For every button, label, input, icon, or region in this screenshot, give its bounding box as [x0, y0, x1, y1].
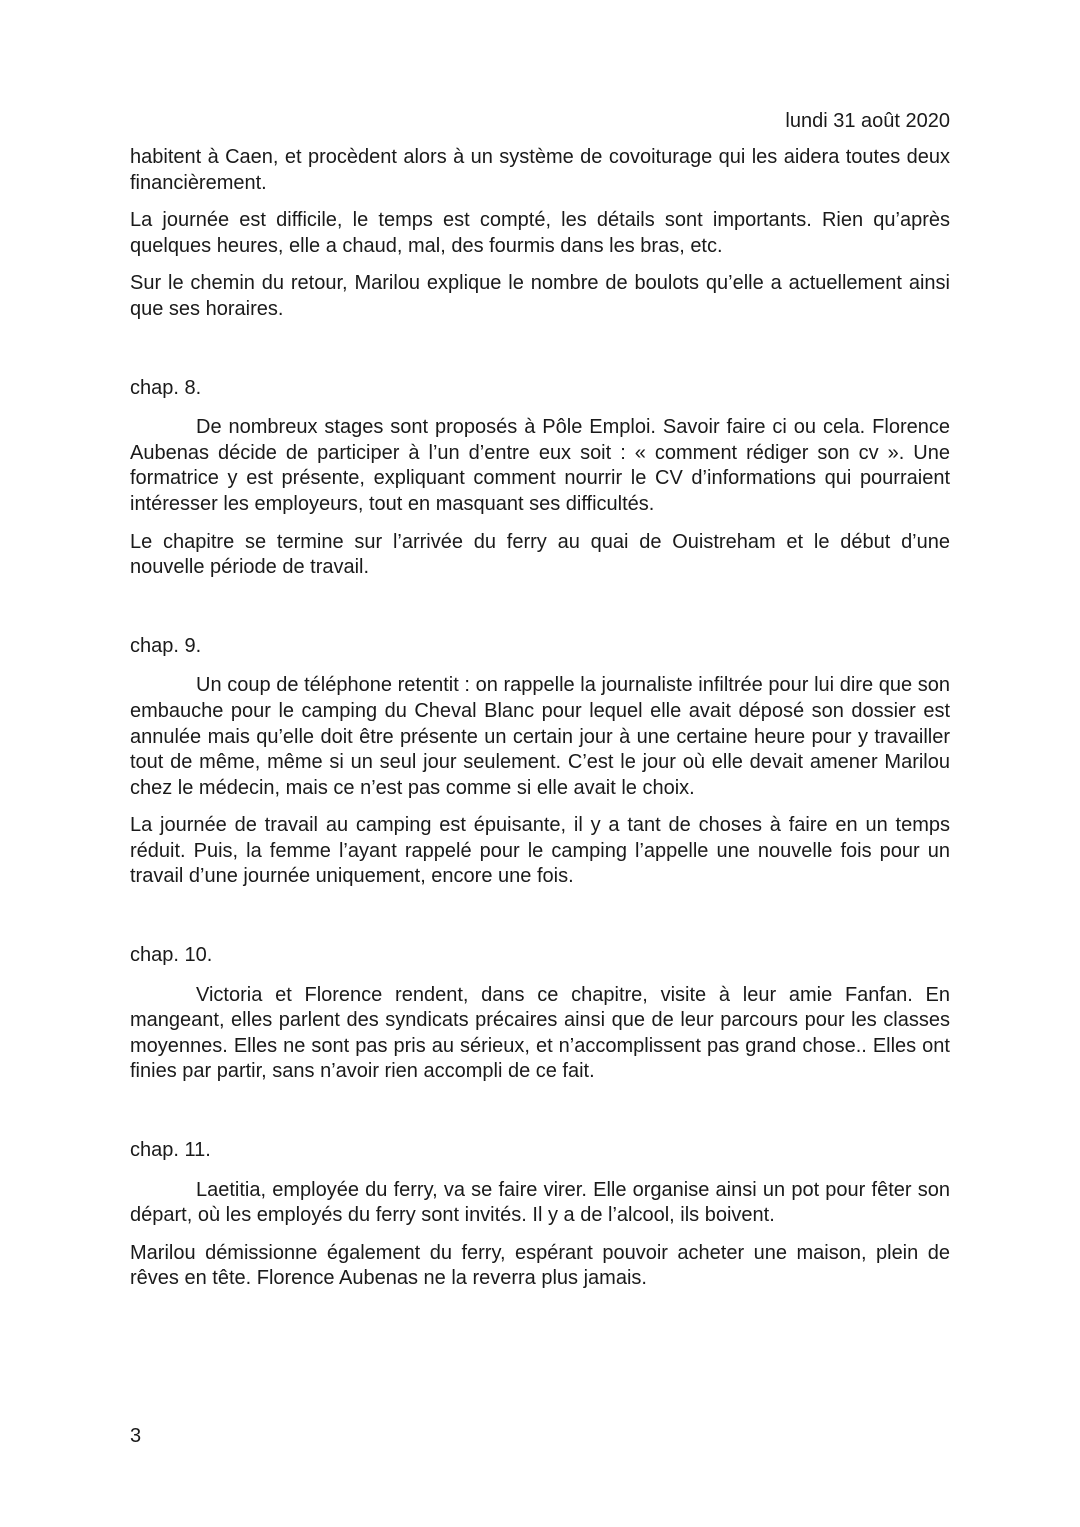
paragraph: La journée est difficile, le temps est compté, les détails sont importants. Rien qu’après quelques heures, elle a chaud, mal, des fourmis dans les bras, etc.	[130, 209, 950, 257]
paragraph: La journée de travail au camping est épuisante, il y a tant de choses à faire en un temps réduit. Puis, la femme l’ayant rappelé pour le camping l’appelle une nouvelle fois pour un travail d’une journée uniquement, encore une fois.	[130, 814, 950, 888]
paragraph: Marilou démissionne également du ferry, espérant pouvoir acheter une maison, plein de rêves en tête. Florence Aubenas ne la reverra plus jamais.	[130, 1241, 950, 1290]
page-number: 3	[130, 1425, 142, 1447]
document-body	[130, 145, 950, 1292]
paragraph: Victoria et Florence rendent, dans ce chapitre, visite à leur amie Fanfan. En mangeant, elles parlent des syndicats précaires ainsi que de leur parcours pour les classes moyennes. Elles ne sont pas pris au sérieux, et n’accomplissent pas grand chose.. Elles ont finies par partir, sans n’avoir rien accompli de ce fait.	[130, 983, 950, 1083]
paragraph: Sur le chemin du retour, Marilou explique le nombre de boulots qu’elle a actuellement ainsi que ses horaires.	[130, 272, 950, 320]
paragraph: Le chapitre se termine sur l’arrivée du ferry au quai de Ouistreham et le début d’une nouvelle période de travail.	[130, 530, 950, 579]
chapter-heading: chap. 10.	[130, 944, 213, 967]
chapter-heading: chap. 9.	[130, 634, 202, 657]
paragraph: habitent à Caen, et procèdent alors à un système de covoiturage qui les aidera toutes deux financièrement.	[130, 146, 950, 194]
paragraph: Un coup de téléphone retentit : on rappelle la journaliste infiltrée pour lui dire que son embauche pour le camping du Cheval Blanc pour lequel elle avait déposé son dossier est annulée mais qu’elle doit être présente un certain jour à une certaine heure pour y travailler tout de même, même si un seul jour seulement. C’est le jour où elle devait amener Marilou chez le médecin, mais ce n’est pas comme si elle avait le choix.	[130, 674, 950, 799]
header-date: lundi 31 août 2020	[785, 110, 950, 132]
paragraph: Laetitia, employée du ferry, va se faire virer. Elle organise ainsi un pot pour fêter son départ, où les employés du ferry sont invités. Il y a de l’alcool, ils boivent.	[130, 1178, 950, 1227]
chapter-heading: chap. 11.	[130, 1139, 211, 1162]
chapter-heading: chap. 8.	[130, 376, 202, 399]
paragraph: De nombreux stages sont proposés à Pôle Emploi. Savoir faire ci ou cela. Florence Aubenas décide de participer à l’un d’entre eux soit : « comment rédiger son cv ». Une formatrice y est présente, expliquant comment nourrir le CV d’informations qui pourraient intéresser les employeurs, tout en masquant ses difficultés.	[130, 416, 950, 515]
